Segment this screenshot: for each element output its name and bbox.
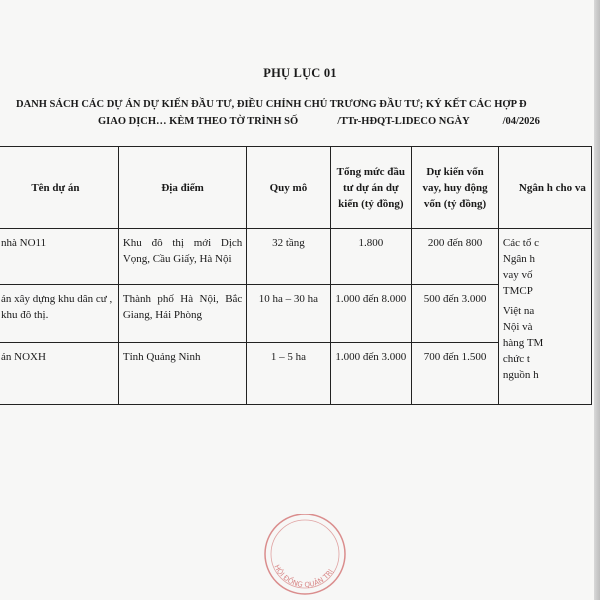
cell-scale: 1 – 5 ha (247, 343, 330, 405)
header-bank: Ngân h cho va (498, 147, 591, 229)
cell-total-investment: 1.800 (330, 229, 412, 285)
red-seal-stamp (262, 514, 348, 600)
bank-line: TMCP (502, 285, 533, 297)
cell-location: Thành phố Hà Nội, Bắc Giang, Hải Phòng (118, 285, 246, 343)
header-project-name: Tên dự án (0, 147, 118, 229)
table-header-row (0, 147, 592, 229)
cell-location: Tỉnh Quảng Ninh (118, 343, 246, 405)
cell-location: Khu đô thị mới Dịch Vọng, Cầu Giấy, Hà Nội (118, 229, 246, 285)
scan-edge (594, 0, 600, 600)
header-expected-loan: Dự kiến vốn vay, huy động vốn (tỷ đồng) (412, 147, 499, 229)
cell-expected-loan: 200 đến 800 (412, 229, 499, 285)
cell-total-investment: 1.000 đến 8.000 (330, 285, 412, 343)
subtitle-line-2-part-b: /TTr-HĐQT-LIDECO NGÀY (337, 116, 470, 127)
cell-total-investment: 1.000 đến 3.000 (330, 343, 412, 405)
bank-line: Việt na (502, 305, 535, 317)
header-total-investment: Tổng mức đầu tư dự án dự kiến (tỷ đồng) (330, 147, 412, 229)
cell-scale: 10 ha – 30 ha (247, 285, 330, 343)
bank-line: nguồn h (502, 369, 539, 381)
header-location: Địa điểm (118, 147, 246, 229)
bank-line: Nội và (502, 321, 533, 333)
appendix-title: PHỤ LỤC 01 (263, 66, 337, 80)
cell-project-name: nhà NO11 (0, 229, 118, 285)
subtitle-line-1: DANH SÁCH CÁC DỰ ÁN DỰ KIẾN ĐẦU TƯ, ĐIỀU CHỈNH CHỦ TRƯƠNG ĐẦU TƯ; KÝ KẾT CÁC HỢP Đ (16, 99, 527, 110)
header-scale: Quy mô (247, 147, 330, 229)
bank-line: Các tổ c (502, 237, 539, 249)
cell-project-name: án xây dựng khu dân cư , khu đô thị. (0, 285, 118, 343)
stamp-text: HỘI ĐỒNG QUẢN TRỊ (272, 563, 335, 590)
bank-line: vay vố (502, 269, 533, 281)
table-row (0, 229, 592, 285)
bank-line: chức t (502, 353, 530, 365)
cell-bank (498, 229, 591, 405)
subtitle-line-2-part-a: GIAO DỊCH… KÈM THEO TỜ TRÌNH SỐ (98, 116, 299, 127)
subtitle-line-2-part-c: /04/2026 (502, 116, 540, 127)
projects-table (0, 146, 592, 405)
cell-expected-loan: 700 đến 1.500 (412, 343, 499, 405)
subtitle-line-2 (98, 113, 540, 130)
cell-expected-loan: 500 đến 3.000 (412, 285, 499, 343)
bank-line: Ngân h (502, 253, 535, 265)
cell-scale: 32 tầng (247, 229, 330, 285)
cell-project-name: án NOXH (0, 343, 118, 405)
bank-line: hàng TM (502, 337, 544, 349)
